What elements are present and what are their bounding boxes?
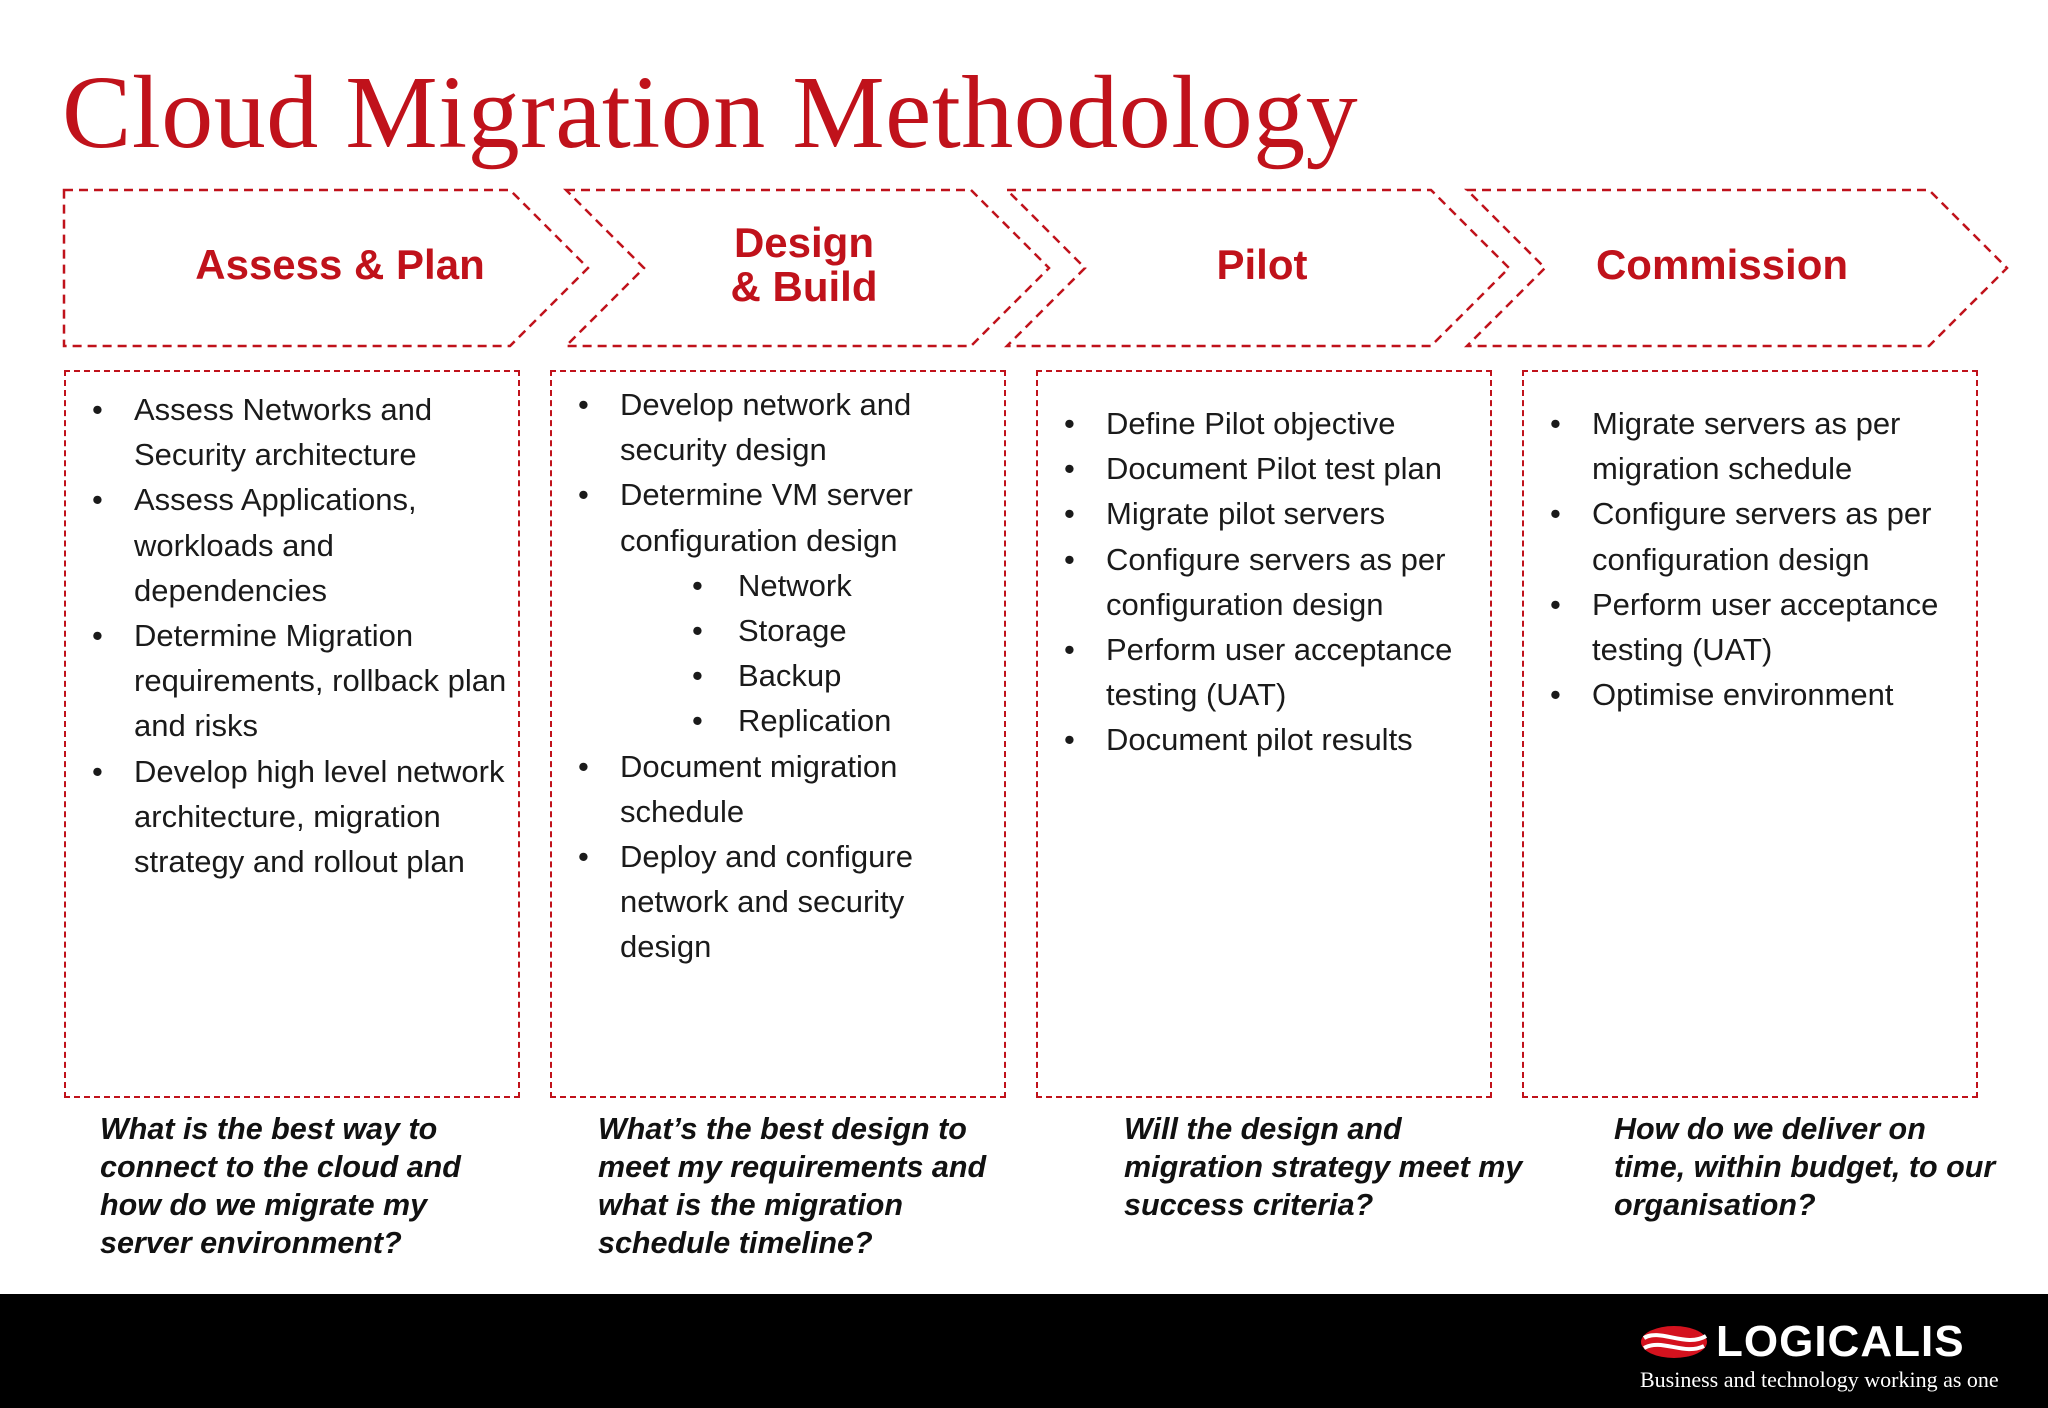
phase-question-commission: How do we deliver on time, within budget, to our organisation? xyxy=(1614,1112,1996,1222)
bullet-item: • Migrate pilot servers xyxy=(1038,491,1490,536)
bullet-item: • Migrate servers as per migration schedule xyxy=(1524,401,1976,491)
logo-wordmark: LOGICALIS xyxy=(1716,1317,1965,1366)
phase-box-pilot xyxy=(1036,370,1492,1098)
phase-label-design-build: Design & Build xyxy=(730,218,878,310)
sub-bullet-item: • Replication xyxy=(552,698,1004,743)
bullet-item: • Develop network and security design xyxy=(552,382,1004,472)
bullet-item: • Document migration schedule xyxy=(552,744,1004,834)
page-title: Cloud Migration Methodology xyxy=(62,55,1359,170)
bullet-item: • Deploy and configure network and security design xyxy=(552,834,1004,970)
sub-bullet-item: • Storage xyxy=(552,608,1004,653)
phase-activities-list xyxy=(1038,401,1490,763)
bullet-item: • Determine Migration requirements, rollback plan and risks xyxy=(66,613,518,749)
sub-bullet-item: • Backup xyxy=(552,653,1004,698)
bullet-item: • Configure servers as per configuration design xyxy=(1524,491,1976,581)
bullet-item: • Optimise environment xyxy=(1524,672,1976,717)
phase-box-assess-plan xyxy=(64,370,520,1098)
logo-tagline: Business and technology working as one xyxy=(1640,1367,1999,1392)
bullet-item: • Document pilot results xyxy=(1038,717,1490,762)
bullet-item: • Assess Networks and Security architecture xyxy=(66,387,518,477)
phase-activities-list xyxy=(66,387,518,884)
phase-activities-list xyxy=(552,382,1004,970)
phase-label-pilot: Pilot xyxy=(1216,240,1308,288)
logo-swoosh-icon xyxy=(1638,1320,1710,1364)
phase-question-assess-plan: What is the best way to connect to the cloud and how do we migrate my server environment? xyxy=(100,1112,461,1260)
phase-box-commission xyxy=(1522,370,1978,1098)
bullet-item: • Develop high level network architecture, migration strategy and rollout plan xyxy=(66,749,518,885)
footer-bar xyxy=(0,1294,2048,1408)
bullet-item: • Document Pilot test plan xyxy=(1038,446,1490,491)
phase-label-assess-plan: Assess & Plan xyxy=(195,240,485,288)
sub-bullet-item: • Network xyxy=(552,563,1004,608)
bullet-item: • Determine VM server configuration design xyxy=(552,472,1004,562)
bullet-item: • Perform user acceptance testing (UAT) xyxy=(1524,582,1976,672)
phase-box-design-build xyxy=(550,370,1006,1098)
logicalis-logo xyxy=(1638,1317,1999,1400)
bullet-item: • Configure servers as per configuration design xyxy=(1038,537,1490,627)
phase-label-commission: Commission xyxy=(1595,240,1849,288)
phase-question-pilot: Will the design and migration strategy meet my success criteria? xyxy=(1124,1112,1523,1222)
bullet-item: • Assess Applications, workloads and dependencies xyxy=(66,477,518,613)
bullet-item: • Perform user acceptance testing (UAT) xyxy=(1038,627,1490,717)
phase-question-design-build: What’s the best design to meet my requirements and what is the migration schedule timeline? xyxy=(598,1112,987,1260)
bullet-item: • Define Pilot objective xyxy=(1038,401,1490,446)
phase-activities-list xyxy=(1524,401,1976,717)
